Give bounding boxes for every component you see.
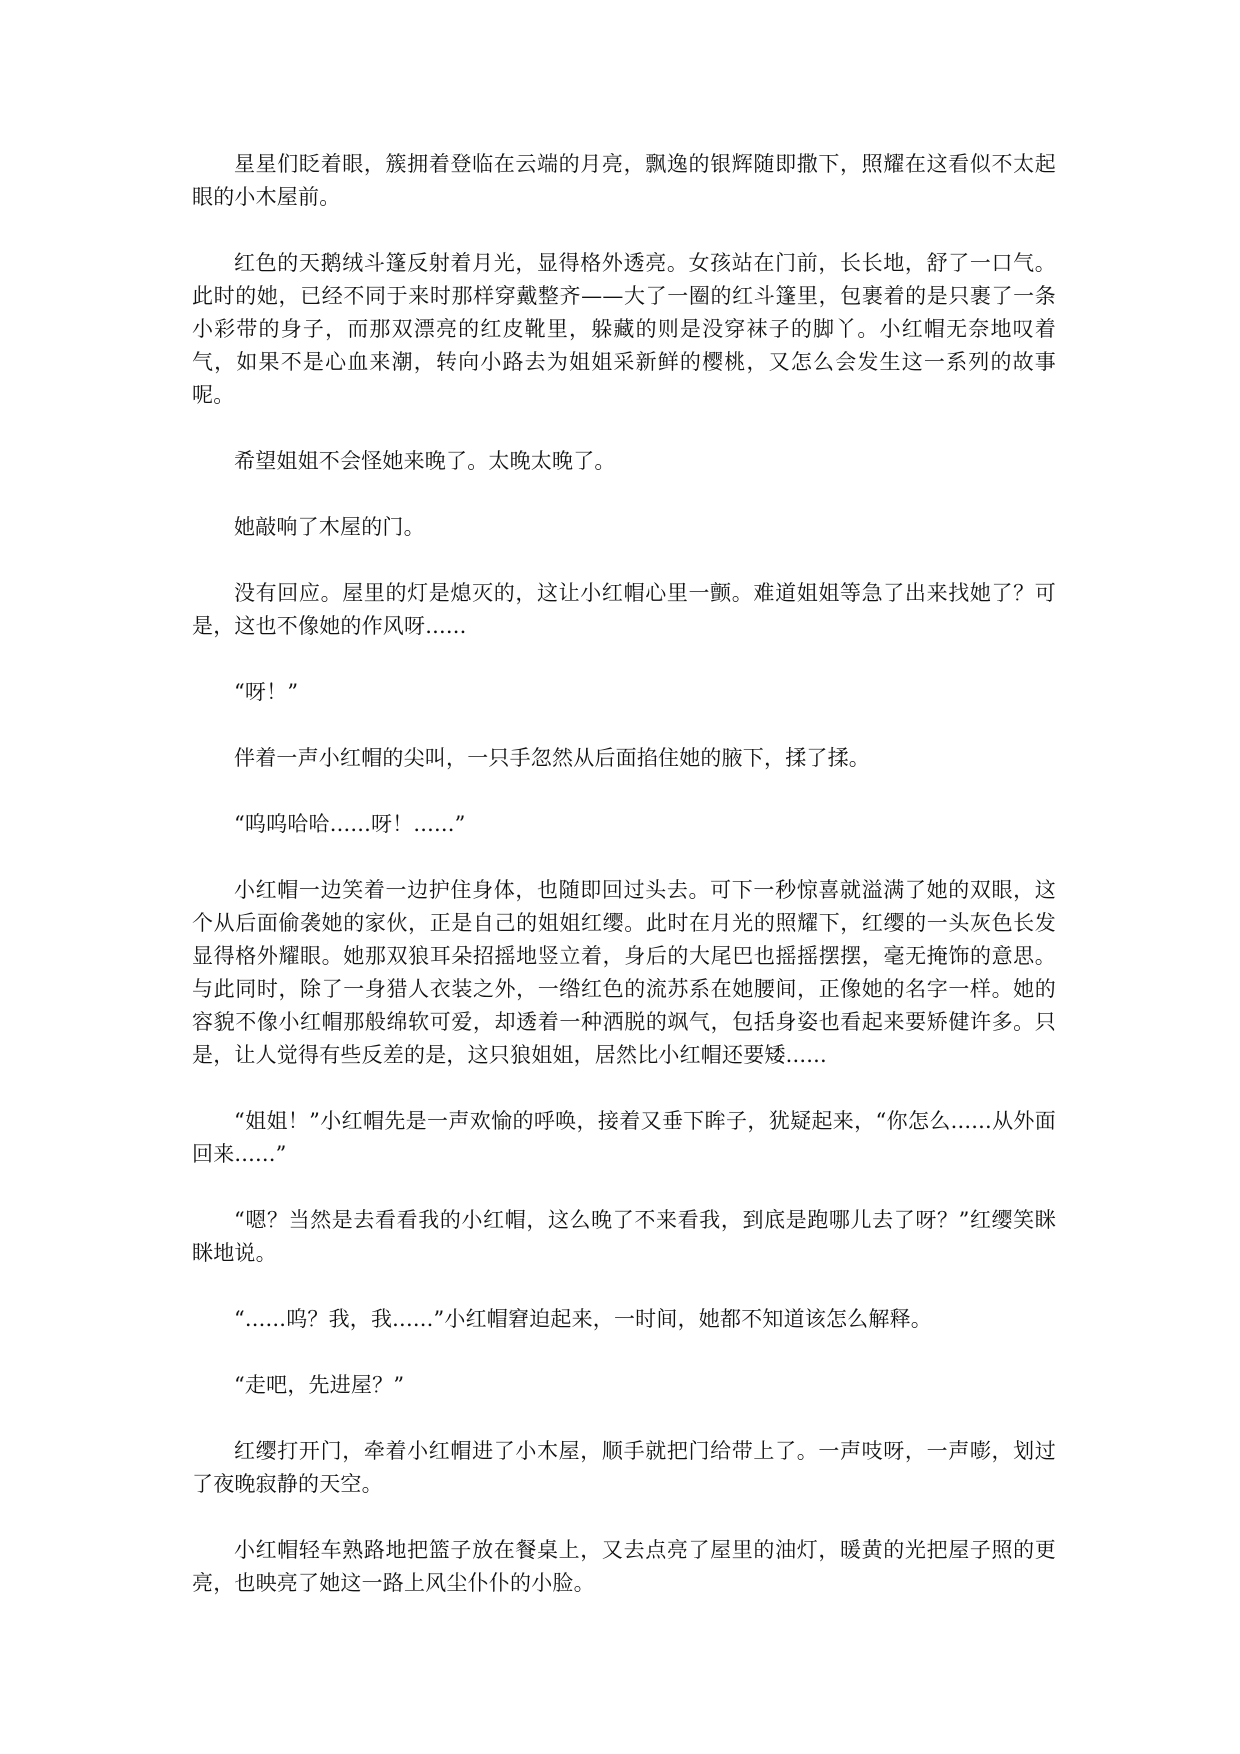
paragraph: “姐姐！”小红帽先是一声欢愉的呼唤，接着又垂下眸子，犹疑起来，“你怎么......从外面回来......” xyxy=(192,1109,1056,1166)
paragraph: 伴着一声小红帽的尖叫，一只手忽然从后面掐住她的腋下，揉了揉。 xyxy=(234,746,870,770)
paragraph: 小红帽轻车熟路地把篮子放在餐桌上，又去点亮了屋里的油灯，暖黄的光把屋子照的更亮，也映亮了她这一路上风尘仆仆的小脸。 xyxy=(192,1538,1056,1595)
paragraph: “......呜？我，我......”小红帽窘迫起来，一时间，她都不知道该怎么解释。 xyxy=(234,1307,932,1331)
paragraph: 她敲响了木屋的门。 xyxy=(234,515,425,539)
paragraph: “走吧，先进屋？” xyxy=(234,1373,405,1397)
paragraph: 希望姐姐不会怪她来晚了。太晚太晚了。 xyxy=(234,449,616,473)
paragraph: 红缨打开门，牵着小红帽进了小木屋，顺手就把门给带上了。一声吱呀，一声嘭，划过了夜晚寂静的天空。 xyxy=(192,1439,1056,1496)
paragraph: “嗯？当然是去看看我的小红帽，这么晚了不来看我，到底是跑哪儿去了呀？”红缨笑眯眯地说。 xyxy=(192,1208,1056,1265)
document-page xyxy=(192,148,1056,1633)
paragraph: 星星们眨着眼，簇拥着登临在云端的月亮，飘逸的银辉随即撒下，照耀在这看似不太起眼的小木屋前。 xyxy=(192,152,1056,209)
paragraph: “呜呜哈哈......呀！......” xyxy=(234,812,466,836)
paragraph: 红色的天鹅绒斗篷反射着月光，显得格外透亮。女孩站在门前，长长地，舒了一口气。此时的她，已经不同于来时那样穿戴整齐——大了一圈的红斗篷里，包裹着的是只裹了一条小彩带的身子，而那双漂亮的红皮靴里，躲藏的则是没穿袜子的脚丫。小红帽无奈地叹着气，如果不是心血来潮，转向小路去为姐姐采新鲜的樱桃，又怎么会发生这一系列的故事呢。 xyxy=(192,251,1056,407)
paragraph: 小红帽一边笑着一边护住身体，也随即回过头去。可下一秒惊喜就溢满了她的双眼，这个从后面偷袭她的家伙，正是自己的姐姐红缨。此时在月光的照耀下，红缨的一头灰色长发显得格外耀眼。她那双狼耳朵招摇地竖立着，身后的大尾巴也摇摇摆摆，毫无掩饰的意思。与此同时，除了一身猎人衣装之外，一绺红色的流苏系在她腰间，正像她的名字一样。她的容貌不像小红帽那般绵软可爱，却透着一种洒脱的飒气，包括身姿也看起来要矫健许多。只是，让人觉得有些反差的是，这只狼姐姐，居然比小红帽还要矮...... xyxy=(192,878,1056,1067)
paragraph: 没有回应。屋里的灯是熄灭的，这让小红帽心里一颤。难道姐姐等急了出来找她了？可是，这也不像她的作风呀...... xyxy=(192,581,1056,638)
paragraph: “呀！” xyxy=(234,680,299,704)
